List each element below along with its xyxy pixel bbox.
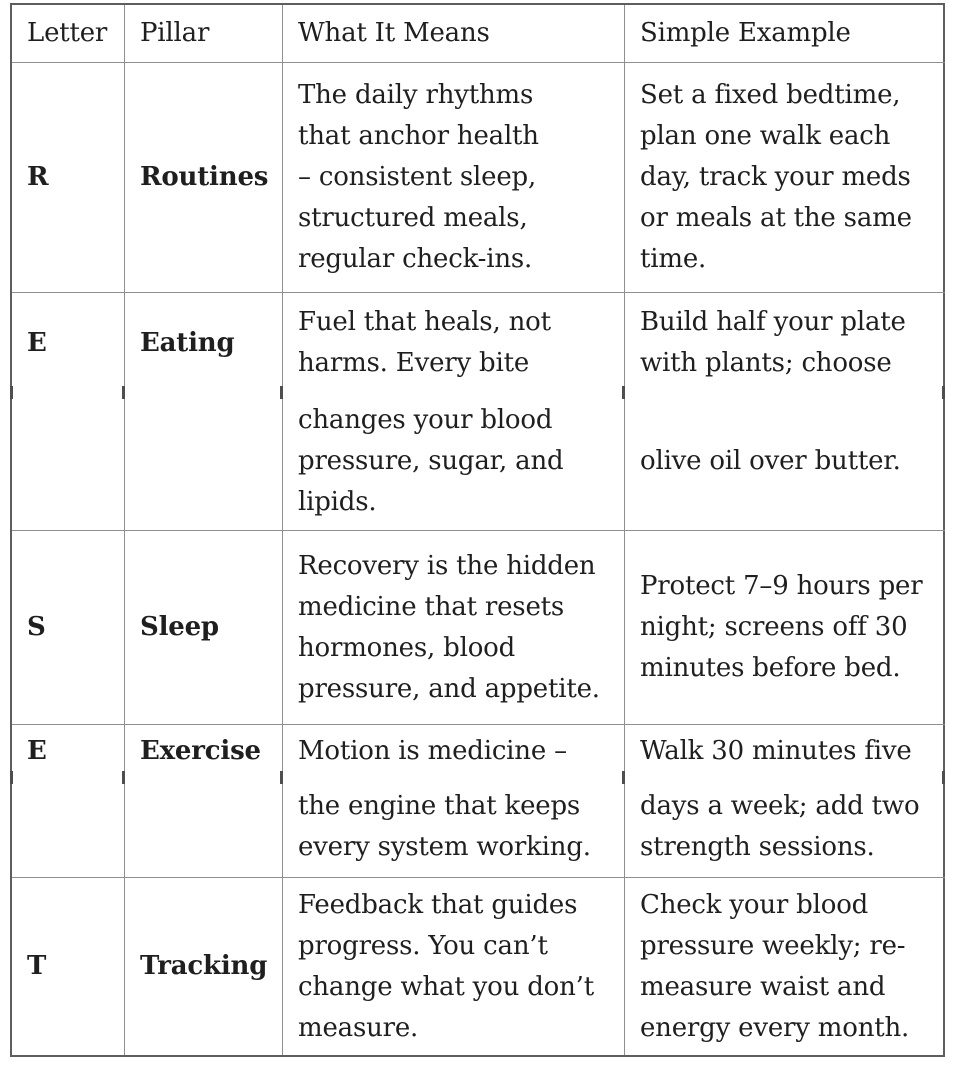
cell-letter-routines: R (12, 62, 124, 292)
cell-pillar-exercise-text: Exercise (140, 736, 261, 766)
header-letter (12, 5, 124, 62)
row-break-tick (942, 771, 945, 784)
header-example (624, 5, 945, 62)
row-break-tick (280, 386, 283, 399)
cell-example-exercise-bottom: days a week; add two strength sessions. (624, 777, 945, 877)
cell-meaning-routines: The daily rhythms that anchor health – consistent sleep, structured meals, regular check-ins. (282, 62, 624, 292)
header-pillar-label: Pillar (140, 18, 210, 48)
cell-pillar-eating (124, 292, 282, 530)
cell-letter-exercise (12, 724, 124, 877)
cell-letter-eating-text: E (27, 327, 47, 358)
cell-example-sleep: Protect 7–9 hours per night; screens off 30 minutes before bed. (624, 530, 945, 724)
cell-example-tracking: Check your blood pressure weekly; re- measure waist and energy every month. (624, 877, 945, 1055)
reset-pillars-table (10, 3, 945, 1057)
cell-meaning-exercise-bottom: the engine that keeps every system working. (282, 777, 624, 877)
cell-pillar-sleep: Sleep (124, 530, 282, 724)
cell-letter-eating (12, 292, 124, 530)
row-break-tick (942, 386, 945, 399)
row-break-tick (280, 771, 283, 784)
header-letter-label: Letter (27, 18, 108, 48)
row-break-tick (10, 386, 13, 399)
header-example-label: Simple Example (640, 18, 851, 48)
cell-example-routines: Set a fixed bedtime, plan one walk each day, track your meds or meals at the same time. (624, 62, 945, 292)
cell-meaning-sleep: Recovery is the hidden medicine that resets hormones, blood pressure, and appetite. (282, 530, 624, 724)
cell-example-eating-top: Build half your plate with plants; choose (624, 292, 945, 392)
row-break-tick (622, 771, 625, 784)
cell-example-eating-bottom: olive oil over butter. (624, 392, 945, 530)
header-pillar (124, 5, 282, 62)
header-meaning (282, 5, 624, 62)
cell-letter-tracking: T (12, 877, 124, 1055)
cell-pillar-eating-text: Eating (140, 327, 235, 358)
cell-meaning-eating-top: Fuel that heals, not harms. Every bite (282, 292, 624, 392)
row-break-tick (10, 771, 13, 784)
cell-example-exercise-top: Walk 30 minutes five (624, 724, 945, 777)
row-break-tick (122, 771, 125, 784)
cell-meaning-exercise-top: Motion is medicine – (282, 724, 624, 777)
row-break-tick (622, 386, 625, 399)
cell-pillar-tracking: Tracking (124, 877, 282, 1055)
header-meaning-label: What It Means (298, 18, 490, 48)
cell-letter-exercise-text: E (27, 736, 47, 766)
cell-meaning-eating-bottom: changes your blood pressure, sugar, and lipids. (282, 392, 624, 530)
cell-letter-sleep: S (12, 530, 124, 724)
cell-meaning-tracking: Feedback that guides progress. You can’t change what you don’t measure. (282, 877, 624, 1055)
row-break-tick (122, 386, 125, 399)
cell-pillar-exercise (124, 724, 282, 877)
cell-pillar-routines: Routines (124, 62, 282, 292)
